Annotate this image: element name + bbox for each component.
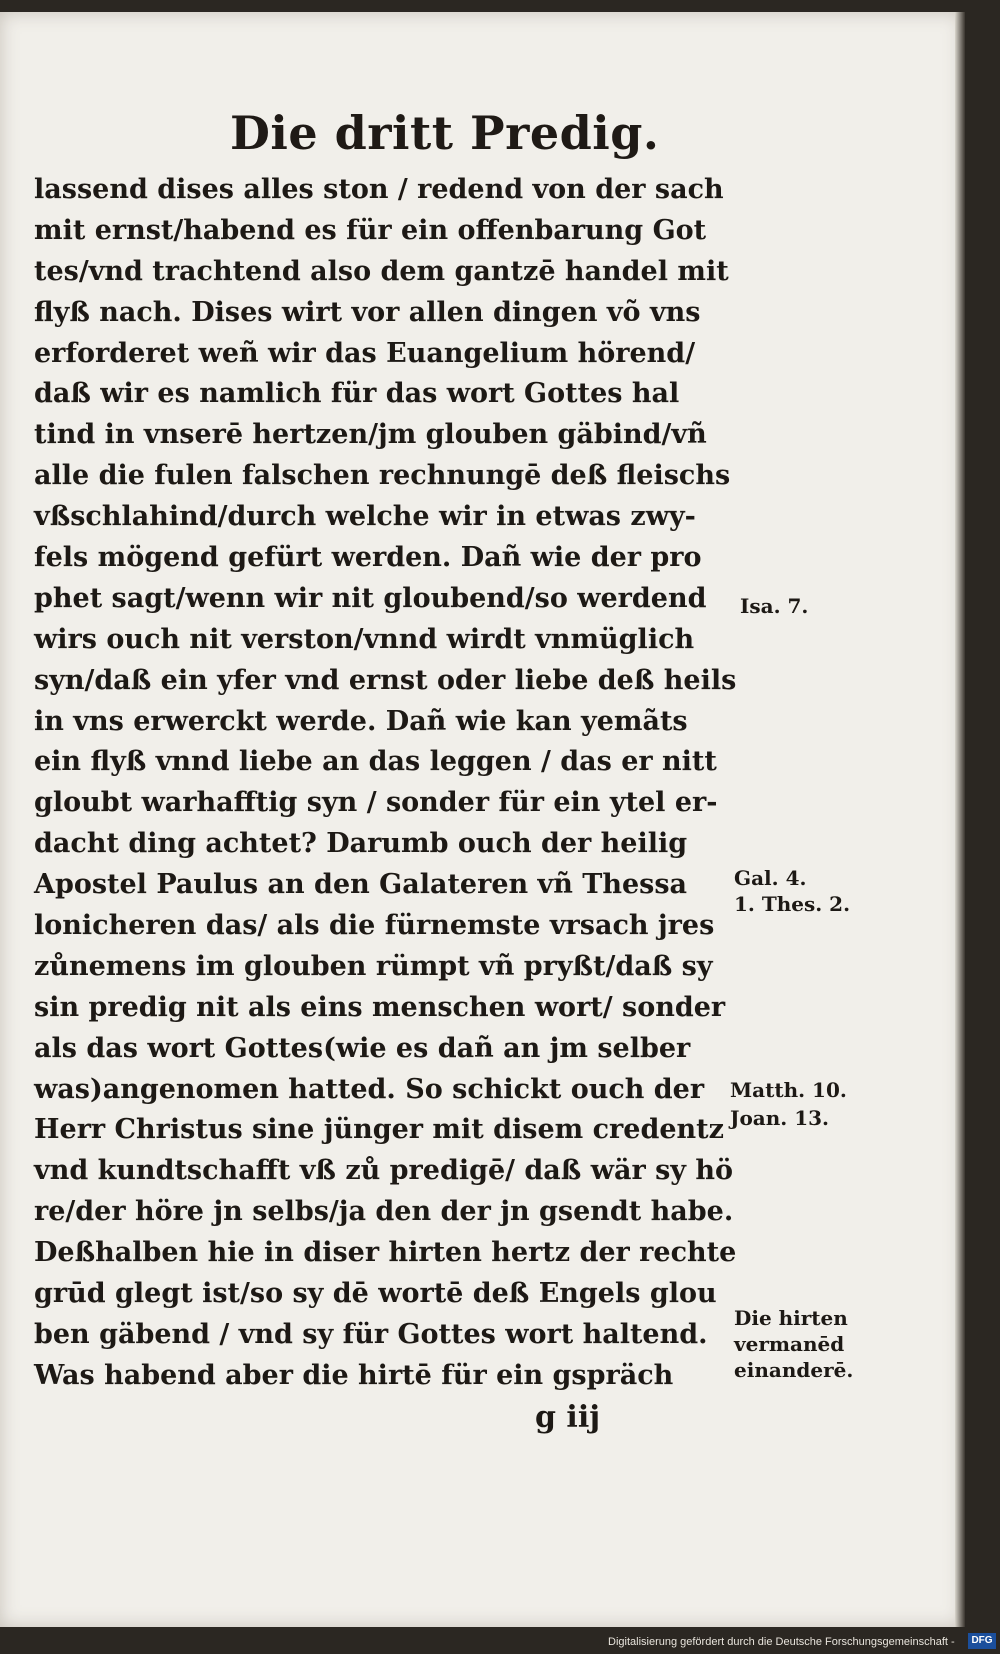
text-line: fels mögend gefürt werden. Dañ wie der pro <box>34 542 702 574</box>
signature-mark: g iij <box>535 1400 601 1435</box>
margin-note-gal: Gal. 4. <box>734 866 807 890</box>
text-line: re/der höre jn selbs/ja den der jn gsendt habe. <box>34 1196 734 1228</box>
margin-note-hirten: vermanēd <box>734 1332 845 1356</box>
text-line: als das wort Gottes(wie es dañ an jm selber <box>34 1032 691 1064</box>
text-line: phet sagt/wenn wir nit gloubend/so werdend <box>34 582 707 614</box>
text-line: zůnemens im glouben rümpt vñ pryßt/daß sy <box>34 950 713 982</box>
text-line: Herr Christus sine jünger mit disem credentz <box>34 1114 724 1146</box>
dfg-logo: DFG <box>968 1633 996 1649</box>
running-head: Die dritt Predig. <box>230 106 660 160</box>
text-line: ben gäbend / vnd sy für Gottes wort haltend. <box>34 1318 708 1350</box>
margin-note-matth: Matth. 10. <box>730 1078 847 1102</box>
text-line: syn/daß ein yfer vnd ernst oder liebe deß heils <box>34 664 737 696</box>
text-line: lassend dises alles ston / redend von der sach <box>34 174 724 205</box>
page-edge <box>955 12 965 1627</box>
margin-note-hirten: Die hirten <box>734 1306 848 1330</box>
text-line: erforderet weñ wir das Euangelium hörend/ <box>34 337 696 369</box>
text-line: wirs ouch nit verston/vnnd wirdt vnmüglich <box>34 623 695 655</box>
text-line: ein flyß vnnd liebe an das leggen / das er nitt <box>34 746 717 778</box>
margin-note-hirten: einanderē. <box>734 1358 854 1382</box>
footer-credit: Digitalisierung gefördert durch die Deutsche Forschungsgemeinschaft - <box>608 1636 955 1648</box>
text-line: tes/vnd trachtend also dem gantzē handel mit <box>34 255 729 287</box>
body-text <box>34 170 737 1397</box>
text-line: vßschlahind/durch welche wir in etwas zwy- <box>34 501 696 533</box>
text-line: vnd kundtschafft vß zů predigē/ daß wär sy hö <box>34 1155 733 1187</box>
text-line: tind in vnserē hertzen/jm glouben gäbind/vñ <box>34 419 707 451</box>
text-line: was)angenomen hatted. So schickt ouch der <box>34 1073 705 1105</box>
text-line: gloubt warhafftig syn / sonder für ein ytel er- <box>34 787 718 819</box>
text-line: in vns erwerckt werde. Dañ wie kan yemãts <box>34 705 688 737</box>
text-line: Was habend aber die hirtē für ein gspräch <box>34 1359 674 1391</box>
text-line: alle die fulen falschen rechnungē deß fleischs <box>34 460 731 492</box>
margin-note-joan: Joan. 13. <box>730 1106 830 1130</box>
margin-note-thes: 1. Thes. 2. <box>734 892 851 916</box>
text-line: dacht ding achtet? Darumb ouch der heilig <box>34 828 688 860</box>
text-line: sin predig nit als eins menschen wort/ sonder <box>34 991 726 1023</box>
text-line: Deßhalben hie in diser hirten hertz der rechte <box>34 1237 737 1269</box>
text-line: grūd glegt ist/so sy dē wortē deß Engels glou <box>34 1278 717 1310</box>
text-line: flyß nach. Dises wirt vor allen dingen võ vns <box>34 296 701 328</box>
text-line: daß wir es namlich für das wort Gottes hal <box>34 378 680 410</box>
text-line: mit ernst/habend es für ein offenbarung Got <box>34 214 707 246</box>
text-line: Apostel Paulus an den Galateren vñ Thessa <box>34 869 688 901</box>
margin-note-isa: Isa. 7. <box>740 594 809 618</box>
text-line: lonicheren das/ als die fürnemste vrsach jres <box>34 910 715 942</box>
